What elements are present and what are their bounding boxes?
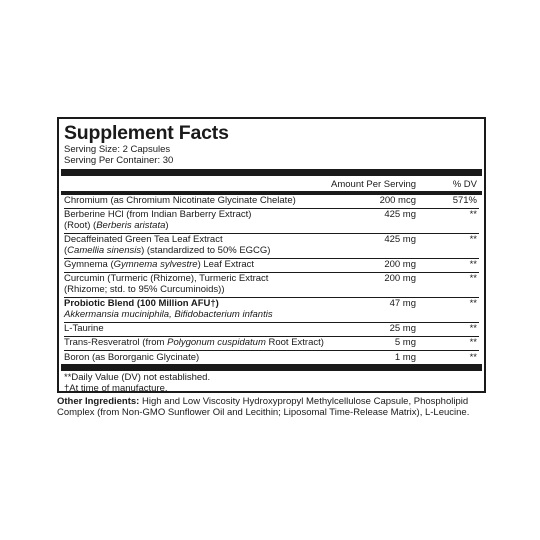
nutrient-name: Chromium (as Chromium Nicotinate Glycinate Chelate) — [64, 195, 296, 206]
nutrient-row-taurine — [64, 322, 479, 336]
serving-size: Serving Size: 2 Capsules — [64, 144, 171, 155]
nutrient-amount: 200 mg — [384, 259, 416, 271]
nutrient-name-line2: (Camellia sinensis) (standardized to 50% EGCG) — [64, 244, 271, 256]
nutrient-row-resveratrol — [64, 336, 479, 350]
nutrient-name: Probiotic Blend (100 Million AFU†) — [64, 298, 219, 310]
nutrient-name: Decaffeinated Green Tea Leaf Extract — [64, 234, 223, 246]
panel-title: Supplement Facts — [64, 122, 229, 144]
column-header — [64, 176, 479, 191]
nutrient-row-boron — [64, 350, 479, 364]
nutrient-row-gymnema — [64, 258, 479, 272]
nutrient-dv: ** — [469, 209, 477, 221]
nutrient-amount: 200 mg — [384, 273, 416, 285]
nutrient-name: Gymnema (Gymnema sylvestre) Leaf Extract — [64, 259, 255, 271]
servings-per-container: Serving Per Container: 30 — [64, 155, 174, 166]
nutrient-dv: ** — [469, 323, 477, 335]
nutrient-row-berberine — [64, 208, 479, 233]
nutrient-dv: ** — [469, 298, 477, 310]
nutrient-name-line2: Akkermansia muciniphila, Bifidobacterium infantis — [64, 308, 273, 320]
footnote-manufacture: †At time of manufacture. — [64, 383, 168, 394]
nutrient-name: Boron (as Bororganic Glycinate) — [64, 351, 200, 363]
nutrient-row-chromium — [64, 195, 479, 208]
nutrient-row-curcumin — [64, 272, 479, 297]
nutrient-name-line2: (Rhizome; std. to 95% Curcuminoids)) — [64, 283, 225, 295]
nutrient-row-probiotic — [64, 297, 479, 322]
nutrient-amount: 200 mcg — [379, 195, 416, 206]
other-ingredients — [57, 396, 489, 418]
thick-divider — [61, 364, 482, 371]
thick-divider — [61, 169, 482, 176]
nutrient-amount: 47 mg — [389, 298, 416, 310]
nutrient-dv: ** — [469, 273, 477, 285]
nutrient-name-line2: (Root) (Berberis aristata) — [64, 219, 169, 231]
nutrient-dv: ** — [469, 337, 477, 349]
supplement-facts-panel — [57, 117, 486, 393]
nutrient-amount: 5 mg — [394, 337, 416, 349]
nutrient-amount: 425 mg — [384, 234, 416, 246]
nutrient-name: Berberine HCl (from Indian Barberry Extract) — [64, 209, 252, 221]
nutrient-row-green-tea — [64, 233, 479, 258]
nutrient-dv: ** — [469, 234, 477, 246]
nutrient-dv: ** — [469, 351, 477, 363]
nutrient-name: L-Taurine — [64, 323, 104, 335]
nutrient-name: Curcumin (Turmeric (Rhizome), Turmeric Extract — [64, 273, 269, 285]
nutrient-name: Trans-Resveratrol (from Polygonum cuspidatum Root Extract) — [64, 337, 324, 349]
amount-column-header: Amount Per Serving — [331, 179, 417, 190]
nutrient-amount: 1 mg — [394, 351, 416, 363]
nutrient-dv: ** — [469, 259, 477, 271]
nutrient-amount: 425 mg — [384, 209, 416, 221]
other-ingredients-text: High and Low Viscosity Hydroxypropyl Methylcellulose Capsule, Phospholipid Complex (from Non-GMO Sunflower Oil and Lecithin; Liposomal Time-Release Matrix), L-Leucine. — [57, 396, 470, 418]
other-ingredients-label: Other Ingredients: — [57, 396, 140, 407]
footnotes — [64, 371, 479, 394]
footnote-dv: **Daily Value (DV) not established. — [64, 372, 211, 384]
nutrient-dv: 571% — [452, 195, 477, 206]
nutrient-amount: 25 mg — [389, 323, 416, 335]
dv-column-header: % DV — [452, 179, 477, 190]
